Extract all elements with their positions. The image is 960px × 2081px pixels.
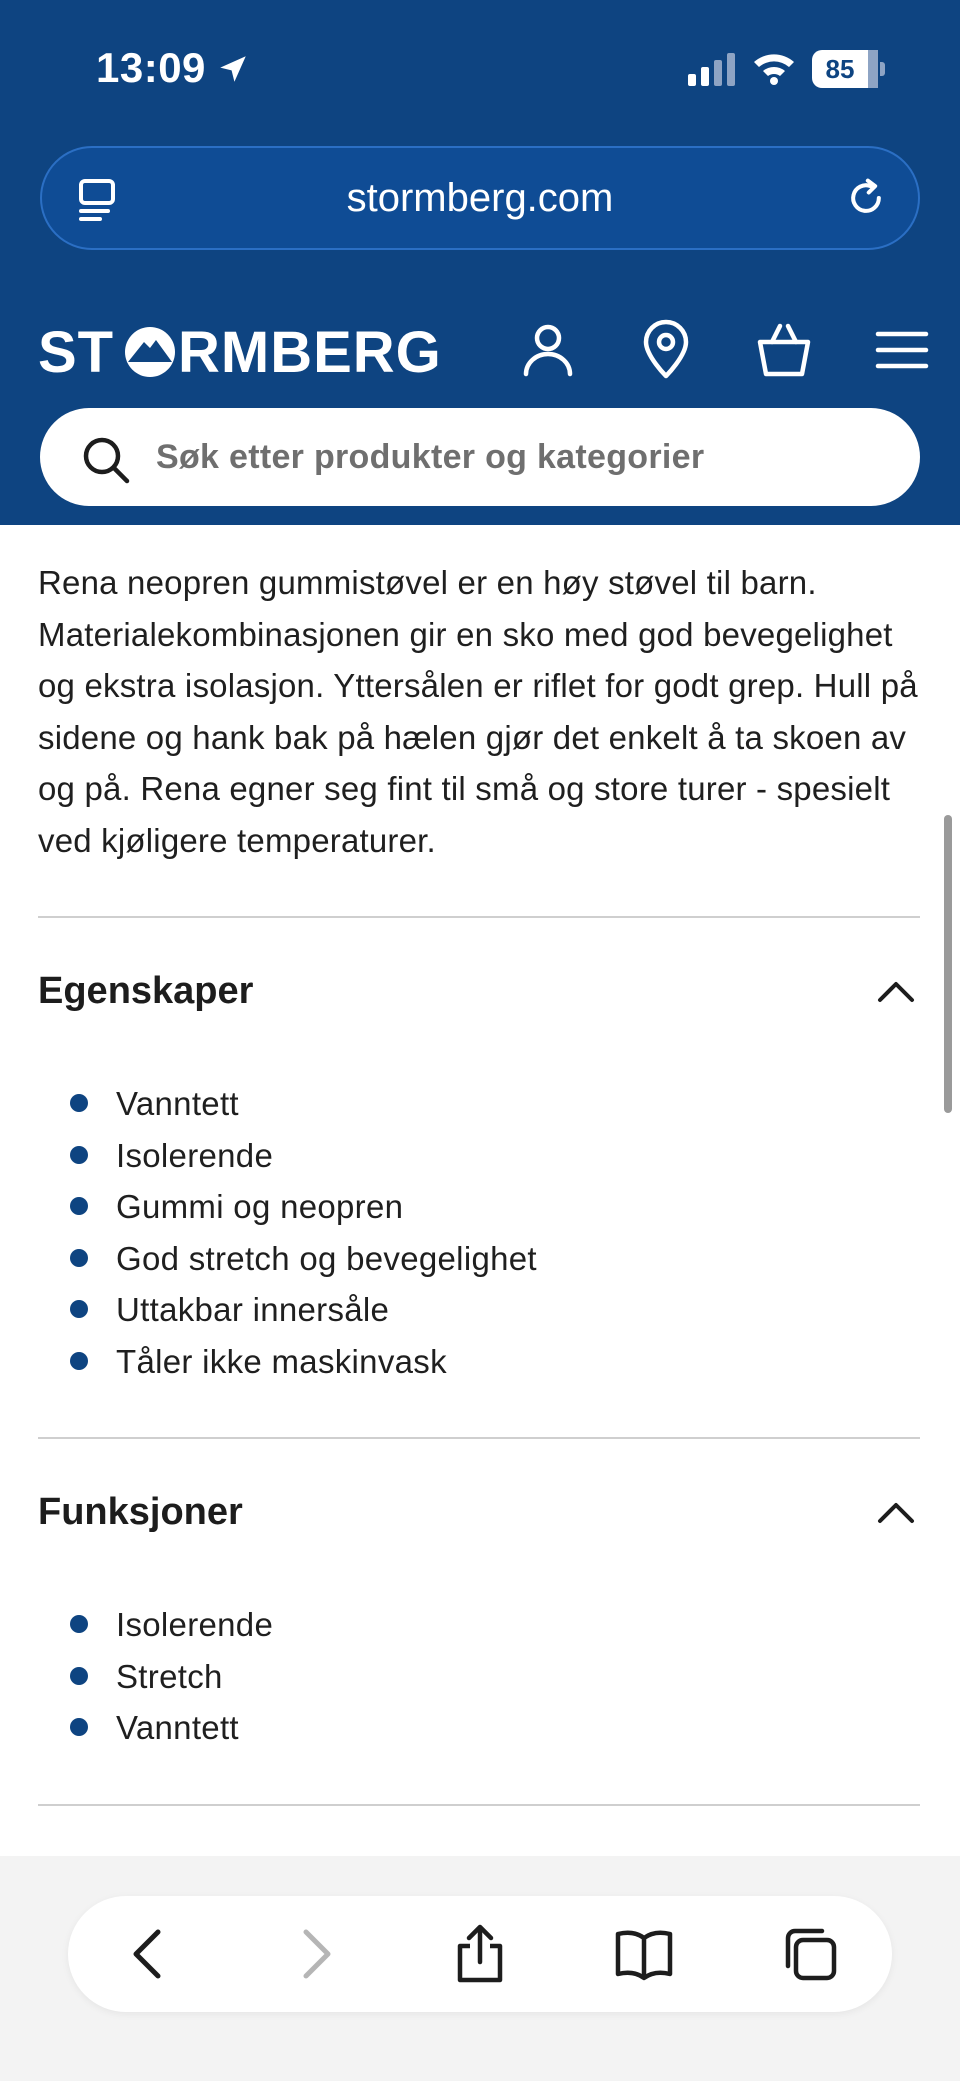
user-icon[interactable]: [516, 318, 580, 382]
browser-bottom-bar: [0, 1856, 960, 2081]
product-details: [38, 525, 922, 1806]
hamburger-menu-icon[interactable]: [870, 318, 934, 382]
map-pin-icon[interactable]: [634, 318, 698, 382]
site-header: [0, 0, 960, 525]
wifi-icon: [752, 50, 796, 86]
tabs-icon[interactable]: [780, 1924, 840, 1984]
status-bar: [0, 0, 960, 135]
stormberg-logo[interactable]: [38, 320, 442, 385]
scrollbar[interactable]: [944, 815, 952, 1113]
location-arrow-icon: [216, 52, 250, 86]
shopping-bag-icon[interactable]: [752, 318, 816, 382]
section-title: Egenskaper: [38, 970, 254, 1012]
browser-toolbar: [68, 1896, 892, 2012]
product-description: Rena neopren gummistøvel er en høy støvel til barn. Materialekombinasjonen gir en sko med god bevegelighet og ekstra isolasjon. Yttersålen er riflet for godt grep. Hull på sidene og hank bak på hælen gjør det enkelt å ta skoen av og på. Rena egner seg fint til små og store turer - spesielt ved kjøligere temperaturer.: [38, 564, 918, 859]
bookmarks-icon[interactable]: [614, 1924, 674, 1984]
divider: [38, 1804, 920, 1806]
list-item: Vanntett: [38, 1702, 922, 1754]
funksjoner-list: [38, 1599, 922, 1754]
accordion-funksjoner-header[interactable]: [38, 1439, 922, 1599]
forward-icon[interactable]: [284, 1924, 344, 1984]
search-icon: [80, 434, 132, 486]
svg-text:ST: ST: [38, 320, 115, 385]
list-item: Uttakbar innersåle: [38, 1284, 922, 1336]
list-item: Isolerende: [38, 1599, 922, 1651]
cellular-signal-icon: [688, 52, 738, 88]
url-text[interactable]: stormberg.com: [346, 176, 614, 220]
reload-icon[interactable]: [844, 176, 888, 220]
share-icon[interactable]: [450, 1924, 510, 1984]
list-item: Tåler ikke maskinvask: [38, 1336, 922, 1388]
battery-indicator: [812, 50, 878, 88]
chevron-up-icon[interactable]: [876, 978, 916, 1004]
status-time: 13:09: [96, 44, 206, 91]
list-item: Vanntett: [38, 1078, 922, 1130]
battery-level: 85: [825, 54, 855, 84]
list-item: Isolerende: [38, 1130, 922, 1182]
main-nav: [0, 300, 960, 400]
list-item: Gummi og neopren: [38, 1181, 922, 1233]
section-title: Funksjoner: [38, 1491, 243, 1533]
search-placeholder[interactable]: Søk etter produkter og kategorier: [156, 438, 705, 476]
back-icon[interactable]: [120, 1924, 180, 1984]
svg-text:RMBERG: RMBERG: [178, 320, 442, 385]
egenskaper-list: [38, 1078, 922, 1387]
search-input[interactable]: [40, 408, 920, 506]
chevron-up-icon[interactable]: [876, 1499, 916, 1525]
address-bar[interactable]: [40, 146, 920, 250]
list-item: Stretch: [38, 1651, 922, 1703]
accordion-egenskaper-header[interactable]: [38, 918, 922, 1078]
list-item: God stretch og bevegelighet: [38, 1233, 922, 1285]
